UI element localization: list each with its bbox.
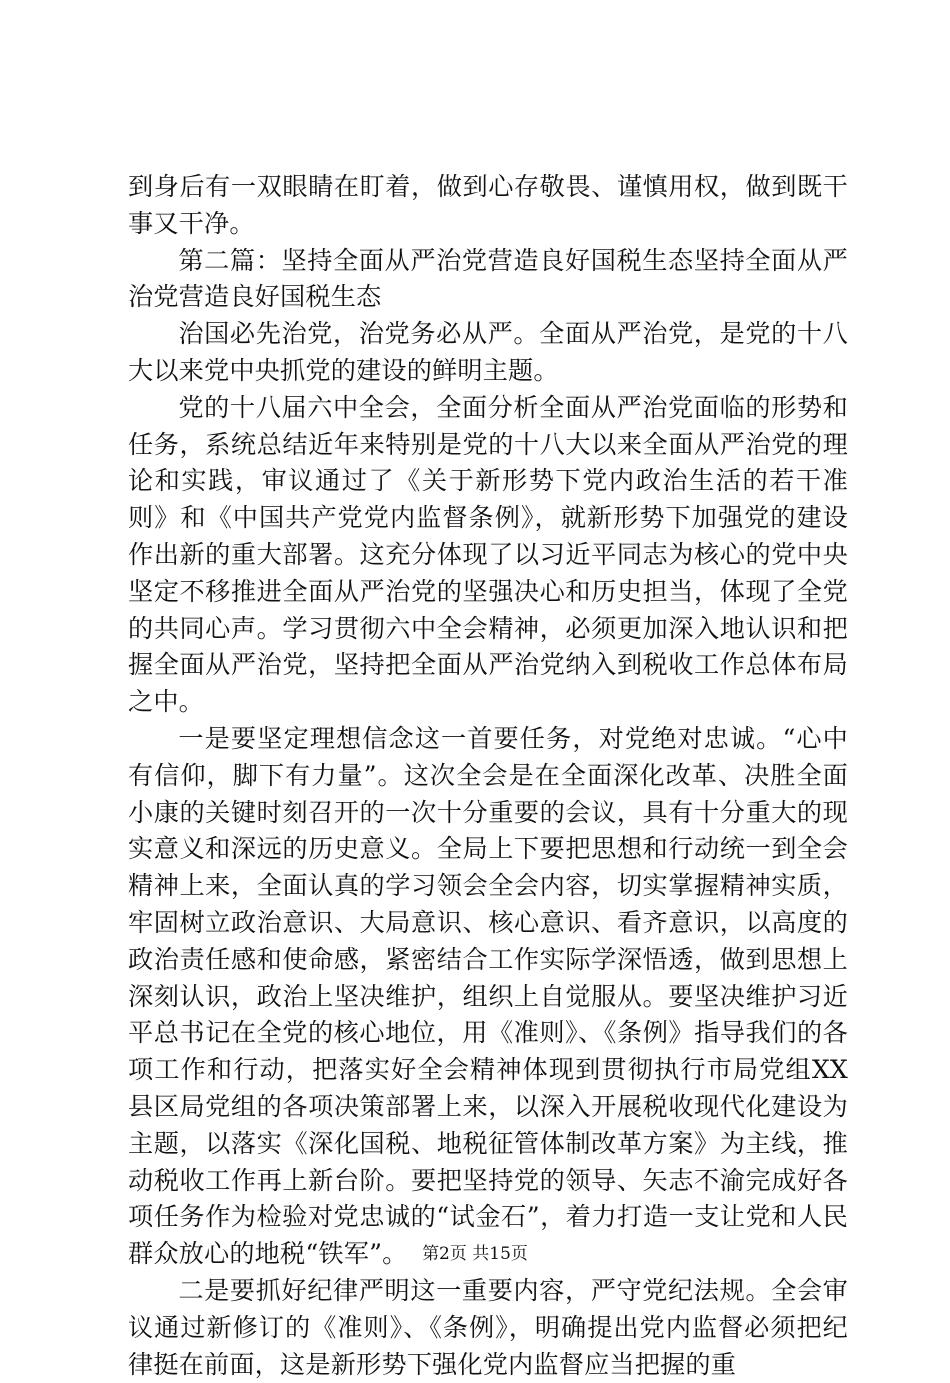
page-number-footer: 第2页 共15页	[422, 1244, 528, 1264]
paragraph-4: 党的十八届六中全会，全面分析全面从严治党面临的形势和任务，系统总结近年来特别是党的十八大以来全面从严治党的理论和实践，审议通过了《关于新形势下党内政治生活的若干准则》和《中国共产党党内监督条例》，就新形势下加强党的建设作出新的重大部署。这充分体现了以习近平同志为核心的党中央坚定不移推进全面从严治党的坚强决心和历史担当，体现了全党的共同心声。学习贯彻六中全会精神，必须更加深入地认识和把握全面从严治党，坚持把全面从严治党纳入到税收工作总体布局之中。	[128, 392, 848, 717]
paragraph-6: 二是要抓好纪律严明这一重要内容，严守党纪法规。全会审议通过新修订的《准则》、《条例》，明确提出党内监督必须把纪律挺在前面，这是新形势下强化党内监督应当把握的重	[128, 1275, 848, 1379]
paragraph-1: 到身后有一双眼睛在盯着，做到心存敬畏、谨慎用权，做到既干事又干净。	[128, 172, 848, 238]
paragraph-3: 治国必先治党，治党务必从严。全面从严治党，是党的十八大以来党中央抓党的建设的鲜明主题。	[128, 319, 848, 385]
paragraph-2-section-title: 第二篇：坚持全面从严治党营造良好国税生态坚持全面从严治党营造良好国税生态	[128, 245, 848, 312]
paragraph-5: 一是要坚定理想信念这一首要任务，对党绝对忠诚。“心中有信仰，脚下有力量”。这次全会是在全面深化改革、决胜全面小康的关键时刻召开的一次十分重要的会议，具有十分重大的现实意义和深远的历史意义。全局上下要把思想和行动统一到全会精神上来，全面认真的学习领会全会内容，切实掌握精神实质，牢固树立政治意识、大局意识、核心意识、看齐意识，以高度的政治责任感和使命感，紧密结合工作实际学深悟透，做到思想上深刻认识，政治上坚决维护，组织上自觉服从。要坚决维护习近平总书记在全党的核心地位，用《准则》、《条例》指导我们的各项工作和行动，把落实好全会精神体现到贯彻执行市局党组XX县区局党组的各项决策部署上来，以深入开展税收现代化建设为主题，以落实《深化国税、地税征管体制改革方案》为主线，推动税收工作再上新台阶。要把坚持党的领导、矢志不渝完成好各项任务作为检验对党忠诚的“试金石”，着力打造一支让党和人民群众放心的地税“铁军”。	[128, 723, 848, 1269]
document-body	[128, 169, 848, 1383]
